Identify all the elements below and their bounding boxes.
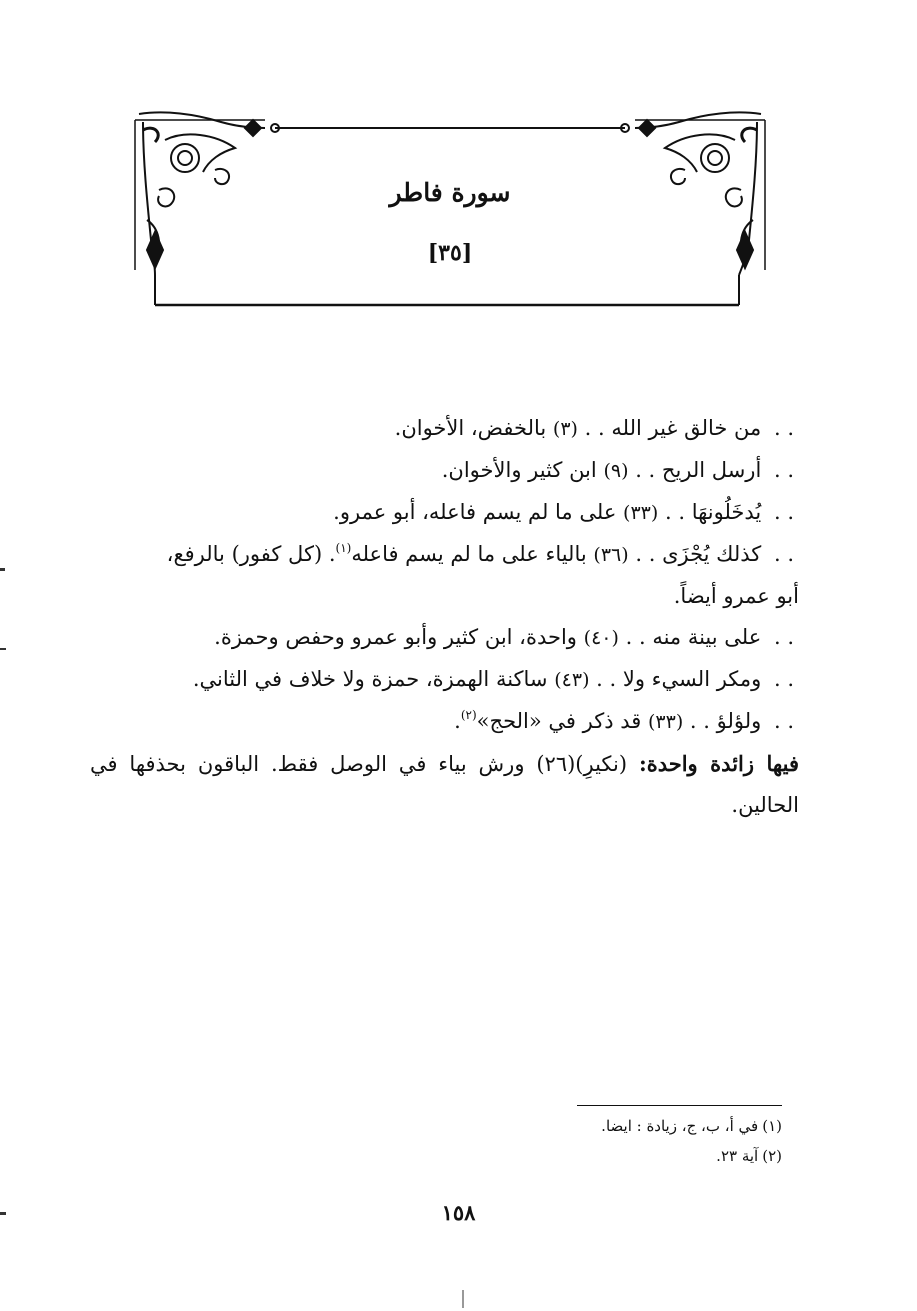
reading-note: بالخفض، الأخوان.: [394, 416, 547, 440]
text-line: [90, 450, 799, 492]
footnotes: [502, 1111, 782, 1171]
surah-header-frame: [125, 100, 775, 315]
scan-mark: [0, 648, 6, 650]
text-line: [90, 492, 799, 534]
scan-mark: [0, 568, 5, 571]
line-bullet: . .: [773, 458, 794, 482]
scan-mark: [0, 1212, 6, 1215]
extra-note-continuation: [90, 785, 799, 826]
line-bullet: . .: [773, 542, 794, 566]
scan-mark: [462, 1290, 464, 1308]
separator: . .: [596, 667, 617, 691]
verse-number: (٣٣): [623, 502, 659, 524]
extra-note-text: الحالين.: [731, 793, 799, 817]
line-bullet: . .: [773, 500, 794, 524]
quoted-word: كذلك يُجْزَى: [662, 542, 762, 566]
quoted-word: ومكر السيء ولا: [622, 667, 762, 691]
page-number: ١٥٨: [441, 1200, 476, 1225]
reading-note: بالياء على ما لم يسم فاعله: [351, 542, 587, 566]
footnote-reference[interactable]: (١): [335, 541, 352, 555]
text-line: [90, 617, 799, 659]
verse-number: (٤٠): [583, 627, 619, 649]
footnote-number: (١): [762, 1117, 782, 1135]
line-bullet: . .: [773, 416, 794, 440]
reading-note: ابن كثير والأخوان.: [441, 458, 597, 482]
reading-note: قد ذكر في «الحج»: [476, 709, 642, 733]
reading-note: أبو عمرو أيضاً.: [673, 584, 799, 608]
reading-note: ساكنة الهمزة، حمزة ولا خلاف في الثاني.: [192, 667, 548, 691]
footnote-text: في أ، ب، ج، زيادة : ايضا.: [601, 1117, 759, 1135]
verse-number: (٣٦): [593, 544, 629, 566]
reading-note-continued: . (كل كفور) بالرفع،: [166, 542, 336, 566]
separator: . .: [635, 458, 656, 482]
text-line: [90, 408, 799, 450]
quoted-word: من خالق غير الله: [611, 416, 762, 440]
reading-note: واحدة، ابن كثير وأبو عمرو وحفص وحمزة.: [214, 625, 577, 649]
footnote-reference[interactable]: (٢): [460, 708, 477, 722]
extra-note-text: (نكيرِ)(٢٦) ورش بياء في الوصل فقط. الباقون بحذفها في: [90, 752, 628, 776]
verse-number: (٣): [552, 418, 578, 440]
footnote: [502, 1141, 782, 1171]
text-line: [90, 659, 799, 701]
verse-number: (٩): [603, 460, 629, 482]
quoted-word: أرسل الريح: [661, 458, 762, 482]
separator: . .: [625, 625, 646, 649]
verse-number: (٣٣): [647, 711, 684, 733]
extra-note-lead: فيها زائدة واحدة:: [638, 751, 799, 776]
footnote-text: آية ٢٣.: [716, 1147, 759, 1165]
quoted-word: على بينة منه: [652, 625, 762, 649]
footnote-number: (٢): [762, 1147, 782, 1165]
surah-title: سورة فاطر: [389, 178, 511, 207]
extra-note-line: [90, 743, 799, 785]
line-bullet: . .: [773, 667, 794, 691]
ornamental-border-icon: [125, 100, 775, 315]
text-line: [90, 701, 799, 743]
surah-number: [٣٥]: [427, 240, 473, 266]
separator: . .: [689, 709, 710, 733]
text-line-continuation: [90, 576, 799, 617]
line-bullet: . .: [773, 625, 794, 649]
reading-note-continued: .: [454, 709, 461, 733]
main-text: [90, 408, 799, 826]
text-line: [90, 534, 799, 576]
separator: . .: [635, 542, 656, 566]
verse-number: (٤٣): [554, 669, 590, 691]
line-bullet: . .: [773, 709, 794, 733]
quoted-word: يُدخَلُونهَا: [691, 500, 762, 524]
reading-note: على ما لم يسم فاعله، أبو عمرو.: [333, 500, 617, 524]
footnote: [502, 1111, 782, 1141]
footnote-separator: [577, 1105, 782, 1106]
separator: . .: [664, 500, 686, 524]
quoted-word: ولؤلؤ: [716, 709, 762, 733]
separator: . .: [584, 416, 605, 440]
